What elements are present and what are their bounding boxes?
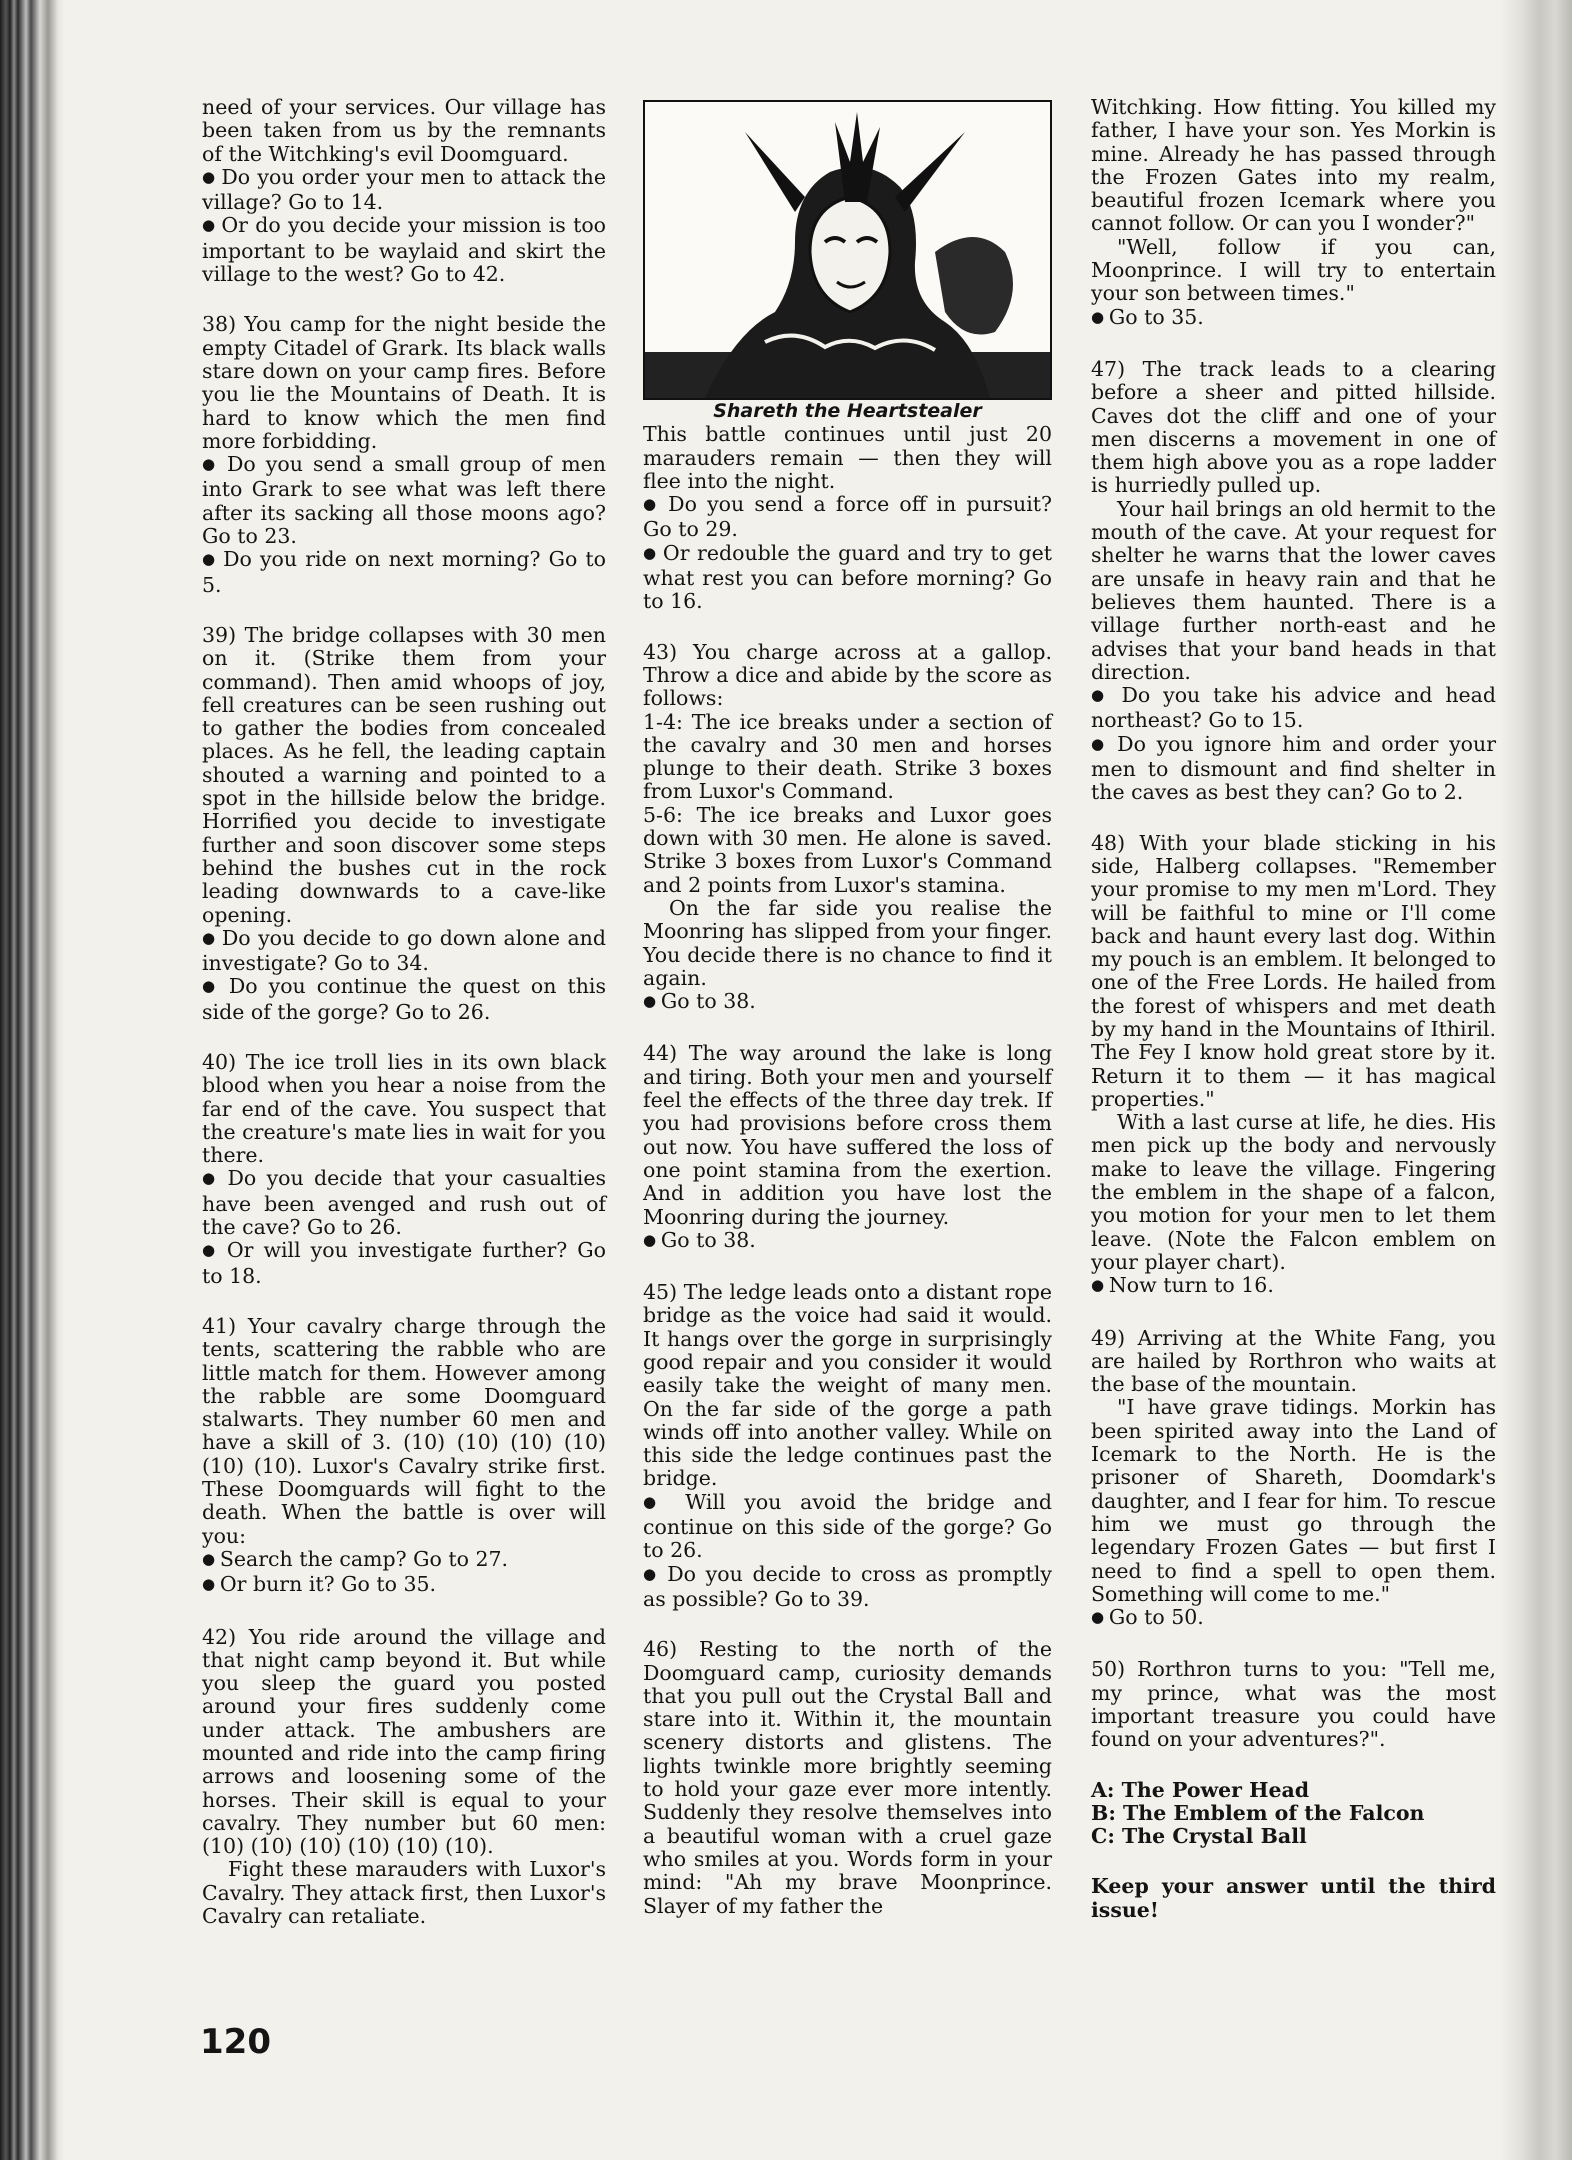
choice-option: ● Do you ignore him and order your men to dismount and find shelter in the caves as best they can? Go to 2.	[1091, 733, 1496, 805]
choice-option: ● Go to 38.	[643, 990, 1052, 1015]
section-38: 38) You camp for the night beside the empty Citadel of Grark. Its black walls stare down on your camp fires. Before you lie the Mountains of Death. It is hard to know which the men find more forbidding.	[202, 312, 606, 453]
choice-option: ● Now turn to 16.	[1091, 1274, 1496, 1299]
choice-option: ● Do you take his advice and head northeast? Go to 15.	[1091, 684, 1496, 733]
choice-option: ● Or burn it? Go to 35.	[202, 1573, 606, 1598]
section-47: 47) The track leads to a clearing before a sheer and pitted hillside. Caves dot the cliff and one of your men discerns a movement in one of them high above you as a rope ladder is hurriedly pulled up.	[1091, 356, 1496, 498]
dice-outcome: 1-4: The ice breaks under a section of the cavalry and 30 men and horses plunge to their death. Strike 3 boxes from Luxor's Command.	[643, 709, 1052, 804]
choice-option: ● Go to 38.	[643, 1229, 1052, 1254]
choice-option: ● Do you decide to cross as promptly as possible? Go to 39.	[643, 1563, 1052, 1612]
answer-c: C: The Crystal Ball	[1091, 1824, 1307, 1849]
page-edge-shadow	[1500, 0, 1572, 2160]
answer-b: B: The Emblem of the Falcon	[1091, 1800, 1425, 1825]
paragraph: On the far side you realise the Moonring has slipped from your finger. You decide there is no chance to find it again.	[643, 895, 1052, 990]
illustration-caption: Shareth the Heartstealer	[713, 400, 982, 422]
choice-option: ● Go to 35.	[1091, 306, 1496, 331]
section-40: 40) The ice troll lies in its own black blood when you hear a noise from the far end of the cave. You suspect that the creature's mate lies in wait for you there.	[202, 1049, 606, 1168]
paragraph: "I have grave tidings. Morkin has been spirited away into the Land of Icemark to the North. He is the prisoner of Shareth, Doomdark's daughter, and I fear for him. To rescue him we must go through the legendary Frozen Gates — but first I need to find a spell to open them. Something will come to me."	[1091, 1395, 1496, 1606]
section-41: 41) Your cavalry charge through the tents, scattering the rabble who are little match for them. However among the rabble are some Doomguard stalwarts. They number 60 men and have a skill of 3. (10) (10) (10) (10) (10) (10). Luxor's Cavalry strike first. These Doomguards will fight to the death. When the battle is over will you:	[202, 1313, 606, 1548]
choice-option: ● Will you avoid the bridge and continue on this side of the gorge? Go to 26.	[643, 1491, 1052, 1563]
paragraph: Your hail brings an old hermit to the mouth of the cave. At your request for shelter he warns that the lower caves are unsafe in heavy rain and that he believes them haunted. There is a village further north-east and he advises that your band heads in that direction.	[1091, 496, 1496, 684]
column-middle	[643, 96, 1052, 1918]
choice-option: ● Or redouble the guard and try to get what rest you can before morning? Go to 16.	[643, 542, 1052, 614]
section-48: 48) With your blade sticking in his side, Halberg collapses. "Remember your promise to my men m'Lord. They will be faithful to mine or I'll come back and haunt every last dog. Within my pouch is an emblem. It belonged to one of the Free Lords. He hailed from the forest of whispers and met death by my hand in the Mountains of Ithiril. The Fey I know hold great store by it. Return it to them — it has magical properties."	[1091, 830, 1496, 1111]
answer-a: A: The Power Head	[1091, 1777, 1310, 1802]
paragraph: This battle continues until just 20 marauders remain — then they will flee into the night.	[643, 422, 1052, 493]
page-number: 120	[200, 2022, 271, 2062]
section-39: 39) The bridge collapses with 30 men on it. (Strike them from your command). Then amid whoops of joy, fell creatures can be seen rushing out to gather the bodies from concealed places. As he fell, the leading captain shouted a warning and pointed to a spot in the hillside below the bridge. Horrified you decide to investigate further and soon discover some steps behind the bushes cut in the rock leading downwards to a cave-like opening.	[202, 622, 606, 927]
dice-outcome: 5-6: The ice breaks and Luxor goes down with 30 men. He alone is saved. Strike 3 boxes from Luxor's Command and 2 points from Luxor's stamina.	[643, 802, 1052, 897]
choice-option: ● Do you order your men to attack the village? Go to 14.	[202, 166, 606, 215]
choice-option: ● Do you decide to go down alone and investigate? Go to 34.	[202, 927, 606, 976]
section-42: 42) You ride around the village and that night camp beyond it. But while you sleep the guard you posted around your fires suddenly come under attack. The ambushers are mounted and ride into the camp firing arrows and loosening some of the horses. Their skill is equal to your cavalry. They number but 60 men: (10) (10) (10) (10) (10) (10).	[202, 1624, 606, 1859]
choice-option: ● Or do you decide your mission is too important to be waylaid and skirt the village to the west? Go to 42.	[202, 214, 606, 286]
column-right	[1091, 96, 1496, 1922]
column-left	[202, 96, 606, 1928]
section-49: 49) Arriving at the White Fang, you are hailed by Rorthron who waits at the base of the mountain.	[1091, 1325, 1496, 1397]
choice-option: ● Do you continue the quest on this side of the gorge? Go to 26.	[202, 975, 606, 1024]
section-50: 50) Rorthron turns to you: "Tell me, my prince, what was the most important treasure you could have found on your adventures?".	[1091, 1657, 1496, 1752]
paragraph: Fight these marauders with Luxor's Cavalry. They attack first, then Luxor's Cavalry can retaliate.	[202, 1857, 606, 1929]
illustration-shareth	[643, 100, 1052, 400]
section-45: 45) The ledge leads onto a distant rope bridge as the voice had said it would. It hangs over the gorge in surprisingly good repair and you consider it would easily take the weight of many men. On the far side of the gorge a path winds off into another valley. While on this side the ledge continues past the bridge.	[643, 1280, 1052, 1491]
section-46: 46) Resting to the north of the Doomguard camp, curiosity demands that you pull out the Crystal Ball and stare into it. Within it, the mountain scenery distorts and glistens. The lights twinkle more brightly seeming to hold your gaze ever more intently. Suddenly they resolve themselves into a beautiful woman with a cruel gaze who smiles at you. Words form in your mind: "Ah my brave Moonprince. Slayer of my father the	[643, 1637, 1052, 1918]
choice-option: ● Go to 50.	[1091, 1606, 1496, 1631]
shareth-portrait-image	[645, 102, 1050, 398]
paragraph: need of your services. Our village has been taken from us by the remnants of the Witchking's evil Doomguard.	[202, 95, 606, 166]
answer-options	[1091, 1779, 1496, 1849]
section-43: 43) You charge across at a gallop. Throw a dice and abide by the score as follows:	[643, 639, 1052, 711]
section-44: 44) The way around the lake is long and tiring. Both your men and yourself feel the effects of the three day trek. If you had provisions before cross them out now. You have suffered the loss of one point stamina from the exertion. And in addition you have lost the Moonring during the journey.	[643, 1041, 1052, 1229]
paragraph: Witchking. How fitting. You killed my father, I have your son. Yes Morkin is mine. Already he has passed through the Frozen Gates into my realm, beautiful frozen Icemark where you cannot follow. Or can you I wonder?"	[1091, 95, 1496, 236]
choice-option: ● Do you ride on next morning? Go to 5.	[202, 548, 606, 597]
choice-option: ● Do you send a small group of men into Grark to see what was left there after its sacking all those moons ago? Go to 23.	[202, 453, 606, 548]
paragraph: "Well, follow if you can, Moonprince. I will try to entertain your son between times."	[1091, 234, 1496, 306]
book-binding-edge	[0, 0, 64, 2160]
choice-option: ● Or will you investigate further? Go to 18.	[202, 1239, 606, 1288]
choice-option: ● Do you send a force off in pursuit? Go to 29.	[643, 493, 1052, 542]
paragraph: With a last curse at life, he dies. His men pick up the body and nervously make to leave the village. Fingering the emblem in the shape of a falcon, you motion for your men to let them leave. (Note the Falcon emblem on your player chart).	[1091, 1110, 1496, 1274]
closing-note: Keep your answer until the third issue!	[1091, 1874, 1496, 1922]
choice-option: ● Search the camp? Go to 27.	[202, 1548, 606, 1573]
choice-option: ● Do you decide that your casualties have been avenged and rush out of the cave? Go to 26.	[202, 1167, 606, 1239]
